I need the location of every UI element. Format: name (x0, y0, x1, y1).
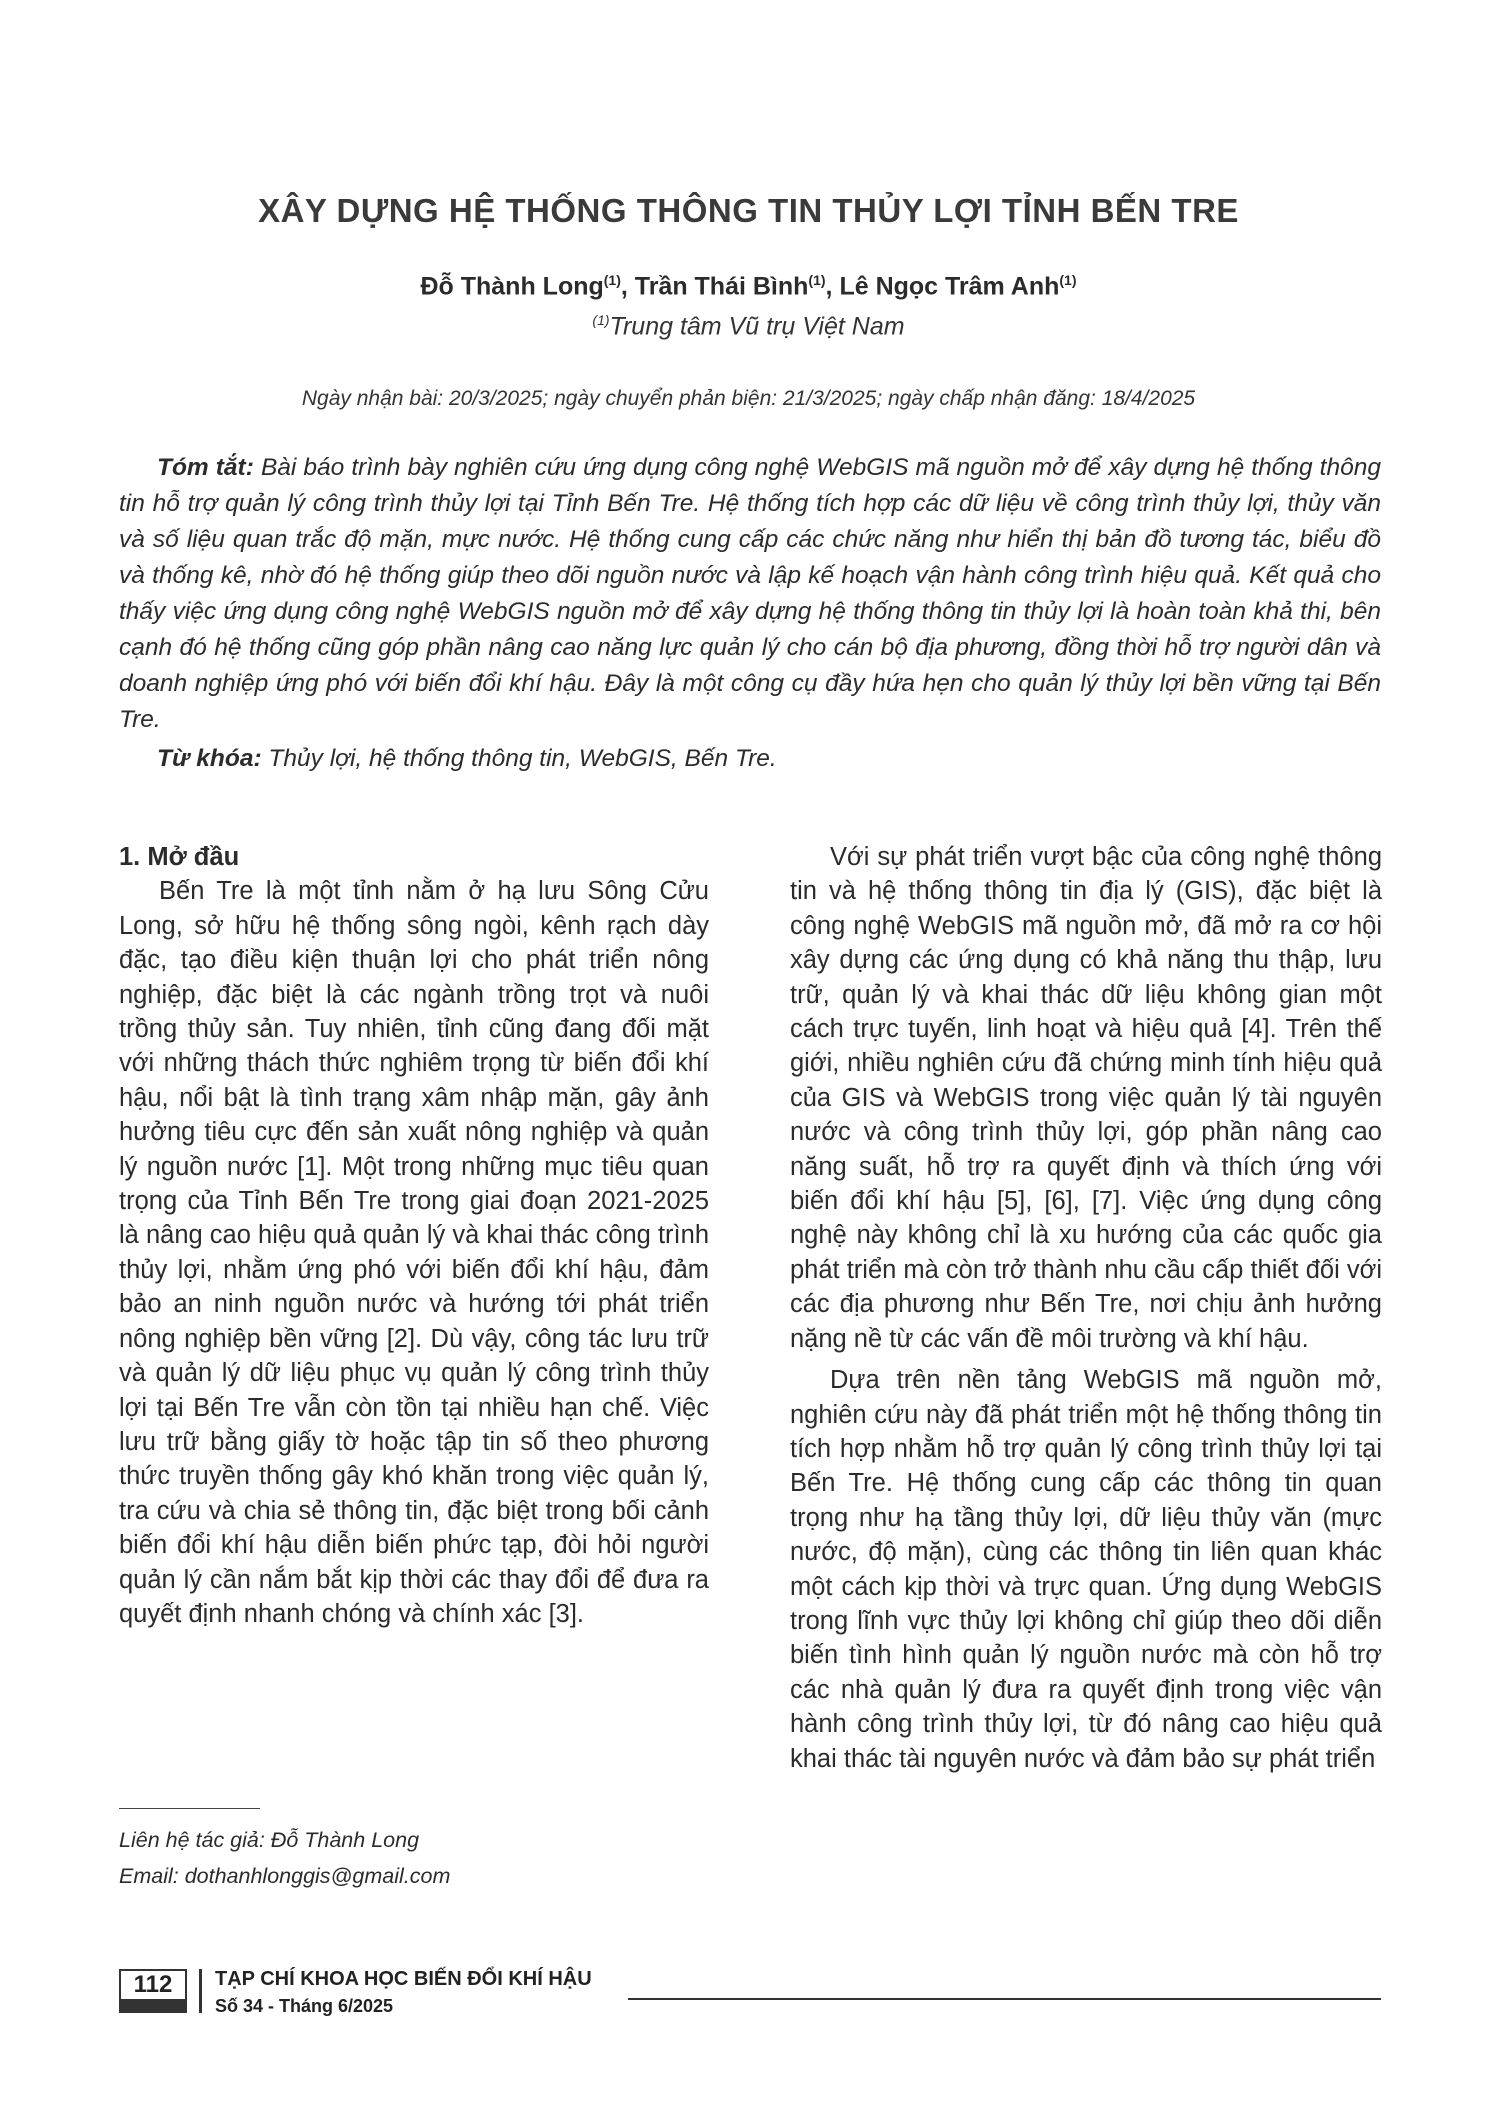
keywords-label: Từ khóa: (157, 745, 262, 772)
keywords-text: Thủy lợi, hệ thống thông tin, WebGIS, Bến Tre. (268, 745, 777, 772)
abstract (119, 450, 1381, 738)
body-paragraph: Bến Tre là một tỉnh nằm ở hạ lưu Sông Cửu Long, sở hữu hệ thống sông ngòi, kênh rạch dày đặc, tạo điều kiện thuận lợi cho phát triển nông nghiệp, đặc biệt là các ngành trồng trọt và nuôi trồng thủy sản. Tuy nhiên, tỉnh cũng đang đối mặt với những thách thức nghiêm trọng từ biến đổi khí hậu, nổi bật là tình trạng xâm nhập mặn, gây ảnh hưởng tiêu cực đến sản xuất nông nghiệp và quản lý nguồn nước [1]. Một trong những mục tiêu quan trọng của Tỉnh Bến Tre trong giai đoạn 2021-2025 là nâng cao hiệu quả quản lý và khai thác công trình thủy lợi, nhằm ứng phó với biến đổi khí hậu, đảm bảo an ninh nguồn nước và hướng tới phát triển nông nghiệp bền vững [2]. Dù vậy, công tác lưu trữ và quản lý dữ liệu phục vụ quản lý công trình thủy lợi tại Bến Tre vẫn còn tồn tại nhiều hạn chế. Việc lưu trữ bằng giấy tờ hoặc tập tin số theo phương thức truyền thống gây khó khăn trong việc quản lý, tra cứu và chia sẻ thông tin, đặc biệt trong bối cảnh biến đổi khí hậu diễn biến phức tạp, đòi hỏi người quản lý cần nắm bắt kịp thời các thay đổi để đưa ra quyết định nhanh chóng và chính xác [3]. (119, 877, 709, 1628)
journal-name: TẠP CHÍ KHOA HỌC BIẾN ĐỔI KHÍ HẬU (215, 1968, 592, 1990)
submission-dates: Ngày nhận bài: 20/3/2025; ngày chuyển phản biện: 21/3/2025; ngày chấp nhận đăng: 18/4/2025 (301, 387, 1196, 410)
left-column (119, 840, 709, 1631)
body-paragraph: Dựa trên nền tảng WebGIS mã nguồn mở, nghiên cứu này đã phát triển một hệ thống thông tin tích hợp nhằm hỗ trợ quản lý công trình thủy lợi tại Bến Tre. Hệ thống cung cấp các thông tin quan trọng như hạ tầng thủy lợi, dữ liệu thủy văn (mực nước, độ mặn), cùng các thông tin liên quan khác một cách kịp thời và trực quan. Ứng dụng WebGIS trong lĩnh vực thủy lợi không chỉ giúp theo dõi diễn biến tình hình quản lý nguồn nước mà còn hỗ trợ các nhà quản lý đưa ra quyết định trong việc vận hành công trình thủy lợi, từ đó nâng cao hiệu quả khai thác tài nguyên nước và đảm bảo sự phát triển (790, 1366, 1382, 1773)
journal-issue: Số 34 - Tháng 6/2025 (215, 1996, 394, 2016)
page-number: 112 (119, 1969, 187, 2001)
author-affiliation-marker: (1) (603, 272, 621, 288)
footer-rule (628, 1998, 1381, 2000)
paper-title: XÂY DỰNG HỆ THỐNG THÔNG TIN THỦY LỢI TỈNH BẾN TRE (258, 192, 1239, 229)
page-number-bar (119, 2001, 187, 2013)
author-affiliation-marker: (1) (1059, 272, 1077, 288)
section-heading: 1. Mở đầu (119, 843, 240, 871)
author-name: Trần Thái Bình (634, 272, 809, 301)
affiliation-name: Trung tâm Vũ trụ Việt Nam (609, 312, 905, 341)
author-affiliation-marker: (1) (808, 272, 826, 288)
footnote (119, 1822, 709, 1894)
author-name: Đỗ Thành Long (420, 272, 604, 301)
body-paragraph: Với sự phát triển vượt bậc của công nghệ thông tin và hệ thống thông tin địa lý (GIS), đặc biệt là công nghệ WebGIS mã nguồn mở, đã mở ra cơ hội xây dựng các ứng dụng có khả năng thu thập, lưu trữ, quản lý và khai thác dữ liệu không gian một cách trực tuyến, linh hoạt và hiệu quả [4]. Trên thế giới, nhiều nghiên cứu đã chứng minh tính hiệu quả của GIS và WebGIS trong việc quản lý tài nguyên nước và công trình thủy lợi, góp phần nâng cao năng suất, hỗ trợ ra quyết định và thích ứng với biến đổi khí hậu [5], [6], [7]. Việc ứng dụng công nghệ này không chỉ là xu hướng của các quốc gia phát triển mà còn trở thành nhu cầu cấp thiết đối với các địa phương như Bến Tre, nơi chịu ảnh hưởng nặng nề từ các vấn đề môi trường và khí hậu. (790, 843, 1382, 1353)
footnote-divider (119, 1808, 260, 1809)
right-column (790, 840, 1382, 1776)
abstract-label: Tóm tắt: (157, 454, 254, 481)
author-list: Đỗ Thành Long$^{(1)}$, Trần Thái Bình$^{(1)}$, Lê Ngọc Trâm Anh$^{(1)}$ (420, 272, 1077, 301)
author-name: Lê Ngọc Trâm Anh (839, 272, 1060, 301)
keywords (157, 741, 1381, 777)
affiliation-marker: (1) (592, 312, 610, 328)
footer-divider (199, 1969, 202, 2013)
abstract-text: Bài báo trình bày nghiên cứu ứng dụng công nghệ WebGIS mã nguồn mở để xây dựng hệ thống thông tin hỗ trợ quản lý công trình thủy lợi tại Tỉnh Bến Tre. Hệ thống tích hợp các dữ liệu về công trình thủy lợi, thủy văn và số liệu quan trắc độ mặn, mực nước. Hệ thống cung cấp các chức năng như hiển thị bản đồ tương tác, biểu đồ và thống kê, nhờ đó hệ thống giúp theo dõi nguồn nước và lập kế hoạch vận hành công trình hiệu quả. Kết quả cho thấy việc ứng dụng công nghệ WebGIS nguồn mở để xây dựng hệ thống thông tin thủy lợi là hoàn toàn khả thi, bên cạnh đó hệ thống cũng góp phần nâng cao năng lực quản lý cho cán bộ địa phương, đồng thời hỗ trợ người dân và doanh nghiệp ứng phó với biến đổi khí hậu. Đây là một công cụ đầy hứa hẹn cho quản lý thủy lợi bền vững tại Bến Tre. (119, 454, 1381, 733)
affiliation (0, 312, 1497, 341)
corresponding-author: Liên hệ tác giả: Đỗ Thành Long (119, 1828, 420, 1852)
author-email: Email: dothanhlonggis@gmail.com (119, 1864, 451, 1888)
